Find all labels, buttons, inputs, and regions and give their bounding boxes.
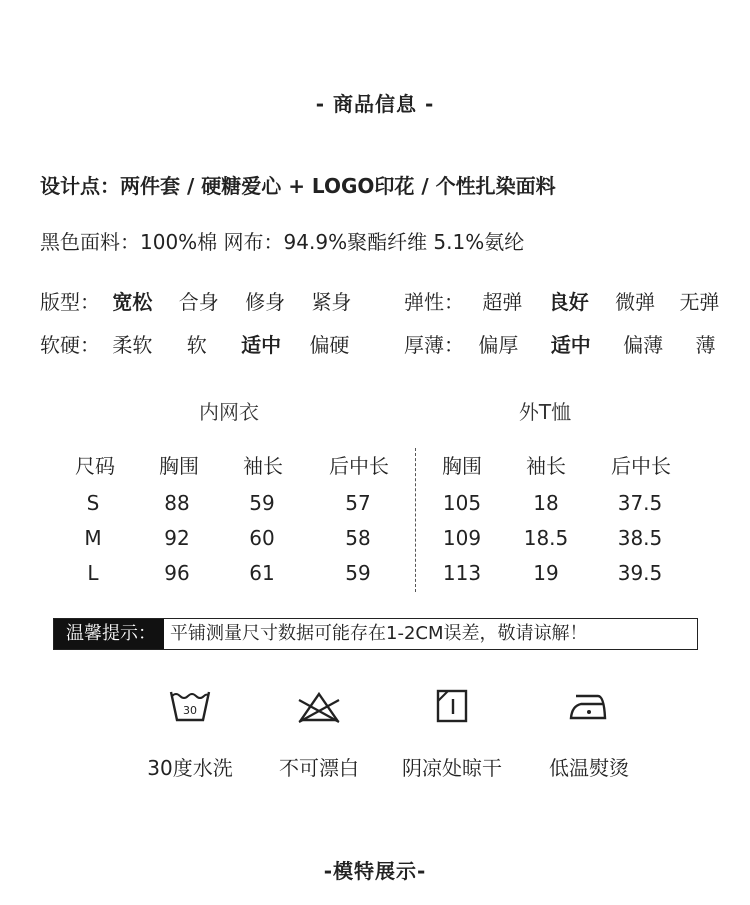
- care-label: 低温熨烫: [549, 756, 629, 780]
- table-cell: 61: [249, 561, 275, 585]
- attribute-option-selected: 适中: [550, 333, 591, 357]
- care-label: 不可漂白: [279, 756, 359, 780]
- section-title-product-info: - 商品信息 -: [315, 92, 435, 116]
- table-cell: 113: [442, 561, 482, 585]
- care-label: 阴凉处晾干: [402, 756, 502, 780]
- table-header: 尺码: [75, 454, 115, 478]
- attribute-option: 超弹: [482, 290, 523, 314]
- attribute-option-selected: 适中: [241, 333, 282, 357]
- table-cell-size: M: [84, 526, 102, 550]
- table-cell: 92: [164, 526, 190, 550]
- attribute-option: 微弹: [615, 290, 656, 314]
- table-cell: 18.5: [523, 526, 569, 550]
- attribute-label: 厚薄：: [404, 333, 464, 357]
- table-cell-size: S: [86, 491, 100, 515]
- attribute-option: 偏厚: [478, 333, 519, 357]
- attribute-option: 无弹: [679, 290, 720, 314]
- care-item-bleach: [254, 688, 384, 781]
- attribute-elasticity: [404, 286, 727, 315]
- table-cell: 96: [164, 561, 190, 585]
- attribute-label: 弹性：: [404, 290, 464, 314]
- measurement-tip: [53, 618, 698, 650]
- table-cell: 59: [249, 491, 275, 515]
- care-item-dry: [387, 688, 517, 781]
- design-points: 设计点：两件套 / 硬糖爱心 + LOGO印花 / 个性扎染面料: [40, 174, 556, 198]
- care-item-wash: [125, 688, 255, 781]
- dry-in-shade-icon: [430, 688, 474, 724]
- attribute-option: 合身: [178, 290, 219, 314]
- table-cell: 18: [533, 491, 559, 515]
- wash-temperature: 30: [183, 704, 197, 717]
- attribute-option: 偏硬: [309, 333, 350, 357]
- care-label: 30度水洗: [147, 756, 233, 780]
- tip-text: 平铺测量尺寸数据可能存在1-2CM误差，敬请谅解！: [170, 623, 588, 644]
- table-cell: 109: [442, 526, 482, 550]
- table-cell: 39.5: [617, 561, 663, 585]
- attribute-option: 修身: [245, 290, 286, 314]
- table-cell: 38.5: [617, 526, 663, 550]
- table-cell: 19: [533, 561, 559, 585]
- attribute-option: 紧身: [311, 290, 352, 314]
- attribute-label: 软硬：: [40, 333, 100, 357]
- table-divider: [415, 448, 416, 592]
- table-cell: 105: [442, 491, 482, 515]
- low-iron-icon: [567, 688, 611, 724]
- table-cell: 58: [345, 526, 371, 550]
- table-header: 袖长: [526, 454, 566, 478]
- table-cell-size: L: [87, 561, 99, 585]
- attribute-option: 薄: [695, 333, 716, 357]
- table-header: 胸围: [159, 454, 199, 478]
- attribute-softness: [40, 329, 369, 358]
- attribute-option: 柔软: [112, 333, 153, 357]
- table-header: 后中长: [611, 454, 671, 478]
- attribute-option: 偏薄: [623, 333, 664, 357]
- table-cell: 60: [249, 526, 275, 550]
- attribute-option-selected: 良好: [548, 290, 589, 314]
- table-cell: 59: [345, 561, 371, 585]
- wash-30-icon: [168, 688, 212, 724]
- section-title-model-showcase: -模特展示-: [323, 859, 427, 883]
- table-header: 胸围: [442, 454, 482, 478]
- table-cell: 88: [164, 491, 190, 515]
- attribute-thickness: [404, 329, 725, 358]
- group-heading-outer: 外T恤: [518, 400, 572, 424]
- table-cell: 37.5: [617, 491, 663, 515]
- group-heading-inner: 内网衣: [199, 400, 259, 424]
- fabric-composition: 黑色面料：100%棉 网布：94.9%聚酯纤维 5.1%氨纶: [40, 230, 525, 254]
- tip-label: 温馨提示：: [54, 619, 164, 649]
- table-cell: 57: [345, 491, 371, 515]
- attribute-label: 版型：: [40, 290, 100, 314]
- table-header: 后中长: [329, 454, 389, 478]
- attribute-fit: [40, 286, 371, 315]
- care-item-iron: [524, 688, 654, 781]
- no-bleach-icon: [297, 688, 341, 724]
- attribute-option-selected: 宽松: [112, 290, 153, 314]
- table-header: 袖长: [243, 454, 283, 478]
- attribute-option: 软: [186, 333, 207, 357]
